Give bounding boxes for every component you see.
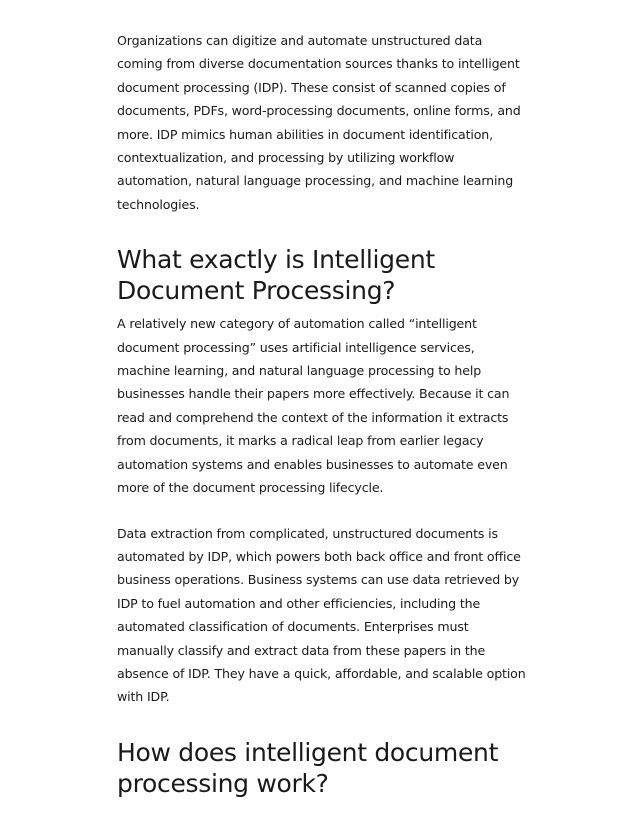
text-line: from documents, it marks a radical leap from earlier legacy — [117, 433, 484, 449]
section-heading-what-is-idp — [117, 244, 527, 306]
intro-paragraph — [117, 29, 527, 216]
text-line: Organizations can digitize and automate unstructured data — [117, 33, 483, 48]
section-1-paragraph-2 — [117, 522, 527, 709]
text-line: more of the document processing lifecycle. — [117, 480, 384, 496]
text-line: automated by IDP, which powers both back office and front office — [117, 548, 521, 564]
text-line: documents, PDFs, word-processing documents, online forms, and — [117, 103, 521, 119]
text-line: A relatively new category of automation called “intelligent — [117, 316, 477, 332]
text-line: business operations. Business systems can use data retrieved by — [117, 572, 520, 588]
text-line: document processing” uses artificial intelligence services, — [117, 339, 475, 355]
article-body — [117, 29, 527, 799]
text-line: absence of IDP. They have a quick, affordable, and scalable option — [117, 665, 526, 681]
section-1-paragraph-1 — [117, 312, 527, 499]
text-line: IDP to fuel automation and other efficiencies, including the — [117, 595, 481, 611]
text-line: automated classification of documents. Enterprises must — [117, 619, 469, 635]
text-line: with IDP. — [117, 689, 170, 705]
heading-line: processing work? — [117, 768, 329, 798]
text-line: businesses handle their papers more effectively. Because it can — [117, 386, 510, 402]
text-line: manually classify and extract data from these papers in the — [117, 642, 486, 658]
text-line: automation systems and enables businesses to automate even — [117, 456, 508, 472]
text-line: read and comprehend the context of the information it extracts — [117, 409, 509, 425]
heading-line: Document Processing? — [117, 276, 396, 306]
text-line: more. IDP mimics human abilities in document identification, — [117, 126, 493, 142]
text-line: Data extraction from complicated, unstructured documents is — [117, 525, 498, 541]
heading-line: How does intelligent document — [117, 737, 499, 767]
text-line: document processing (IDP). These consist of scanned copies of — [117, 79, 506, 95]
text-line: coming from diverse documentation sources thanks to intelligent — [117, 56, 520, 72]
text-line: technologies. — [117, 196, 200, 212]
text-line: machine learning, and natural language processing to help — [117, 363, 482, 379]
section-heading-how-idp-works — [117, 737, 527, 799]
heading-line: What exactly is Intelligent — [117, 245, 435, 275]
text-line: automation, natural language processing, and machine learning — [117, 173, 514, 189]
text-line: contextualization, and processing by utilizing workflow — [117, 150, 455, 166]
